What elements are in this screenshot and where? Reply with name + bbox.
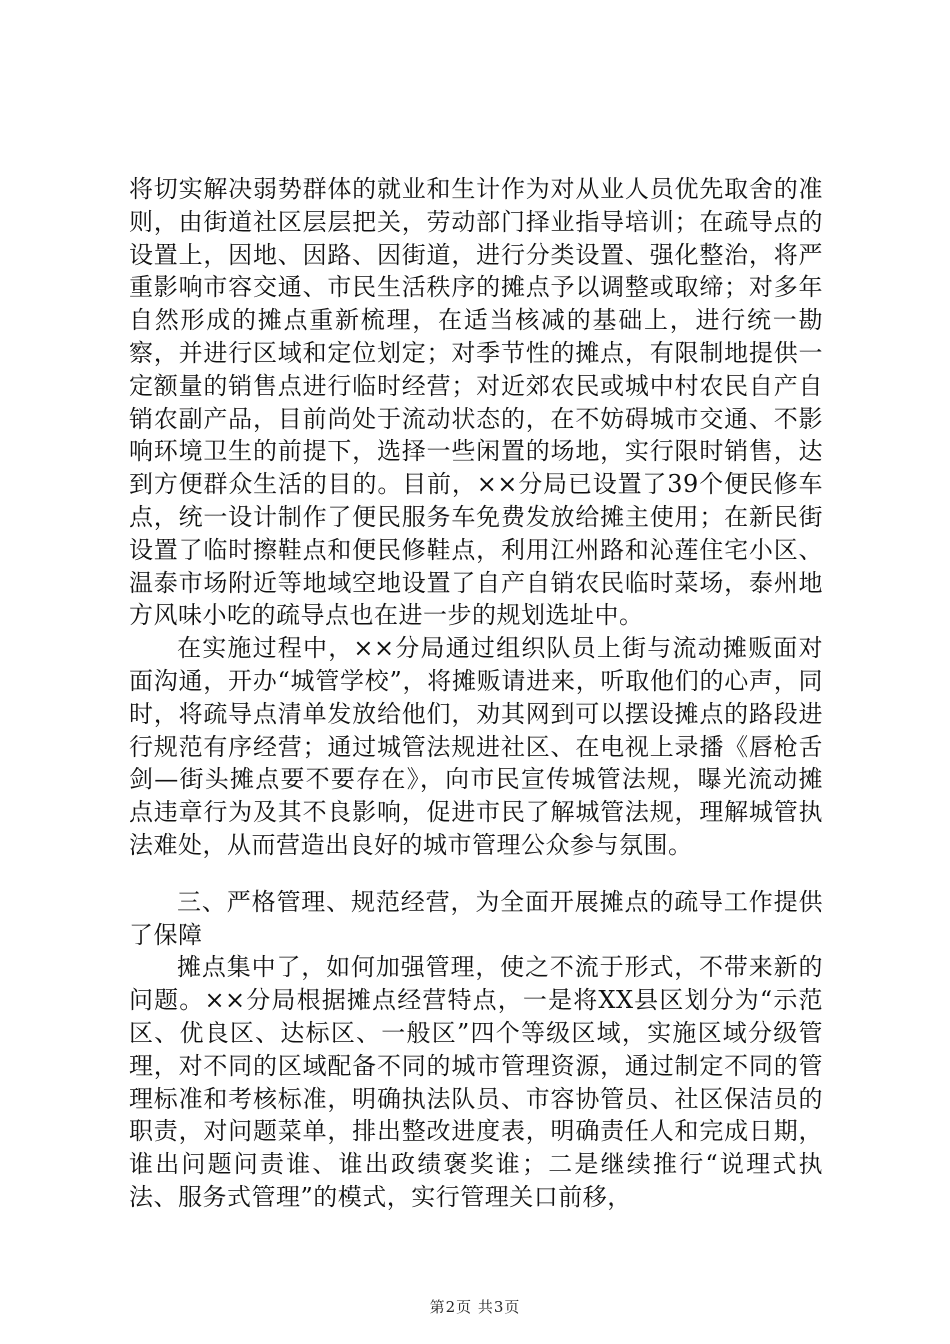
document-body — [129, 173, 823, 1214]
paragraph-1: 将切实解决弱势群体的就业和生计作为对从业人员优先取舍的准则，由街道社区层层把关，劳动部门择业指导培训；在疏导点的设置上，因地、因路、因街道，进行分类设置、强化整治，将严重影响市容交通、市民生活秩序的摊点予以调整或取缔；对多年自然形成的摊点重新梳理，在适当核减的基础上，进行统一勘察，并进行区域和定位划定；对季节性的摊点，有限制地提供一定额量的销售点进行临时经营；对近郊农民或城中村农民自产自销农副产品，目前尚处于流动状态的，在不妨碍城市交通、不影响环境卫生的前提下，选择一些闲置的场地，实行限时销售，达到方便群众生活的目的。目前，××分局已设置了39个便民修车点，统一设计制作了便民服务车免费发放给摊主使用；在新民街设置了临时擦鞋点和便民修鞋点，利用江州路和沁莲住宅小区、温泰市场附近等地域空地设置了自产自销农民临时菜场，泰州地方风味小吃的疏导点也在进一步的规划选址中。 — [129, 175, 823, 630]
section-heading: 三、严格管理、规范经营，为全面开展摊点的疏导工作提供了保障 — [129, 887, 823, 949]
page-footer: 第2页 共3页 — [429, 1298, 521, 1316]
paragraph-2: 在实施过程中，××分局通过组织队员上街与流动摊贩面对面沟通，开办“城管学校”，将摊贩请进来，听取他们的心声，同时，将疏导点清单发放给他们，劝其网到可以摆设摊点的路段进行规范有序经营；通过城管法规进社区、在电视上录播《唇枪舌剑—街头摊点要不要存在》，向市民宣传城管法规，曝光流动摊点违章行为及其不良影响，促进市民了解城管法规，理解城管执法难处，从而营造出良好的城市管理公众参与氛围。 — [129, 634, 823, 859]
paragraph-3: 摊点集中了，如何加强管理，使之不流于形式，不带来新的问题。××分局根据摊点经营特点，一是将XX县区划分为“示范区、优良区、达标区、一般区”四个等级区域，实施区域分级管理，对不同的区域配备不同的城市管理资源，通过制定不同的管理标准和考核标准，明确执法队员、市容协管员、社区保洁员的职责，对问题菜单，排出整改进度表，明确责任人和完成日期，谁出问题问责谁、谁出政绩褒奖谁；二是继续推行“说理式执法、服务式管理”的模式，实行管理关口前移， — [129, 953, 823, 1211]
